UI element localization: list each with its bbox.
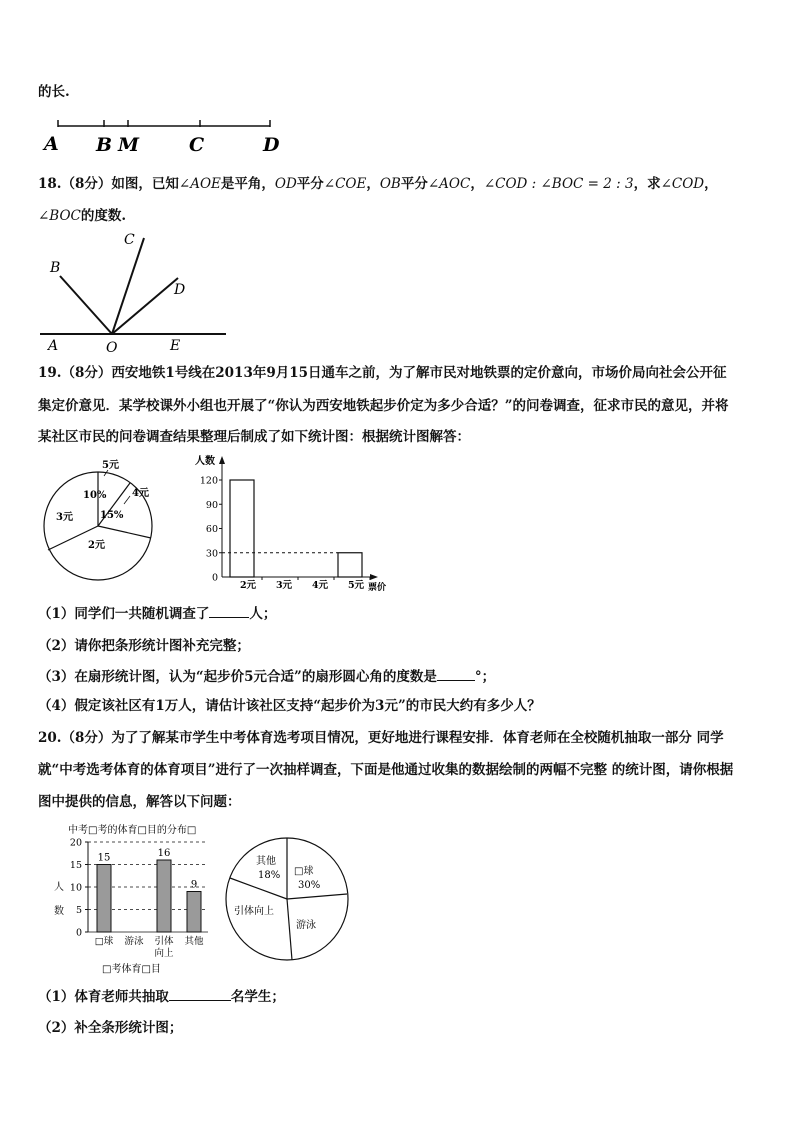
answer-blank[interactable] <box>169 986 231 1001</box>
pie-label-2yuan: 2元 <box>88 540 105 551</box>
x-tick-label: 其他 <box>184 936 204 947</box>
question-20-line-2: 就“中考选考体育的体育项目”进行了一次抽样调查，下面是他通过收集的数据绘制的两幅不完整 的统计图，请你根据 <box>38 762 734 778</box>
data-label: 9 <box>190 879 198 891</box>
label-o: O <box>106 340 118 356</box>
label-c: C <box>124 232 135 248</box>
pie-slice-edge <box>287 899 292 960</box>
bar <box>157 860 171 932</box>
point-label-m: M <box>118 134 140 156</box>
text-line: 的长. <box>38 84 70 100</box>
x-tick-label: 引体 <box>154 936 174 947</box>
point-label-a: A <box>44 133 59 155</box>
question-20-line-1: 20.（8分）为了了解某市学生中考体育选考项目情况，更好地进行课程安排．体育老师在全校随机抽取一部分 同学 <box>38 730 724 746</box>
angle-figure <box>36 228 236 356</box>
bar <box>338 553 362 577</box>
question-18-line-2: ∠BOC的度数. <box>38 208 127 224</box>
pie-slice-edge <box>98 526 151 538</box>
label-a: A <box>48 338 59 354</box>
point-label-d: D <box>263 134 280 156</box>
x-tick-label: 向上 <box>154 948 174 959</box>
y-tick-label: 0 <box>75 927 82 939</box>
line-segment-figure <box>40 112 290 156</box>
question-19-sub-2: （2）请你把条形统计图补充完整； <box>38 638 250 654</box>
pie-pct-other: 18% <box>258 870 281 881</box>
pie-label-5yuan: 5元 <box>102 460 119 471</box>
x-tick-label: 2元 <box>239 580 257 591</box>
question-19-line-1: 19.（8分）西安地铁1号线在2013年9月15日通车之前，为了解市民对地铁票的定价意向，市场价局向社会公开征 <box>38 365 727 381</box>
point-label-b: B <box>96 134 113 156</box>
answer-blank[interactable] <box>437 666 475 681</box>
question-20-line-3: 图中提供的信息，解答以下问题： <box>38 794 241 810</box>
q20-bar-chart <box>46 818 218 980</box>
pie-pct-10: 10% <box>83 490 107 501</box>
question-19-sub-1: （1）同学们一共随机调查了 人； <box>38 603 276 624</box>
pie-pct-15: 15% <box>100 510 124 521</box>
y-axis-label-1: 人 <box>54 882 64 893</box>
y-tick-label: 15 <box>69 860 82 871</box>
y-tick-label: 10 <box>69 882 82 894</box>
y-axis-label-2: 数 <box>54 906 64 917</box>
x-tick-label: 5元 <box>347 580 365 591</box>
pie-slice-edge <box>230 878 287 899</box>
pie-slice-edge <box>287 894 347 899</box>
y-tick-label: 30 <box>205 548 218 560</box>
label-d: D <box>174 282 186 298</box>
pie-label-3yuan: 3元 <box>56 512 73 523</box>
pie-label-other: 其他 <box>256 856 276 867</box>
question-19-sub-4: （4）假定该社区有1万人，请估计该社区支持“起步价为3元”的市民大约有多少人？ <box>38 698 541 714</box>
pie-pct-ball: 30% <box>298 880 321 891</box>
pie-label-ball: □球 <box>294 866 314 877</box>
question-20-sub-1: （1）体育老师共抽取 名学生； <box>38 986 285 1007</box>
answer-blank[interactable] <box>209 603 249 618</box>
bar <box>230 480 254 577</box>
x-tick-label: 4元 <box>311 580 329 591</box>
data-label: 16 <box>157 848 171 859</box>
y-tick-label: 60 <box>205 524 218 535</box>
bar <box>187 892 201 933</box>
x-tick-label: 3元 <box>275 580 293 591</box>
y-tick-label: 90 <box>205 499 218 511</box>
question-19-line-2: 集定价意见．某学校课外小组也开展了“你认为西安地铁起步价定为多少合适？”的问卷调查，征求市民的意见，并将 <box>38 398 729 414</box>
q20-pie-chart <box>222 834 352 964</box>
x-tick-label: 游泳 <box>124 936 144 947</box>
point-label-c: C <box>189 134 205 156</box>
ray-ob <box>60 276 112 334</box>
q19-bar-chart <box>192 452 402 592</box>
y-tick-label: 20 <box>69 837 82 849</box>
label-e: E <box>170 338 181 354</box>
data-label: 15 <box>97 852 111 864</box>
y-tick-label: 5 <box>75 905 82 916</box>
x-axis-arrow <box>370 574 378 580</box>
y-tick-label: 120 <box>199 475 218 487</box>
y-axis-label: 人数 <box>195 456 215 467</box>
question-19-sub-3: （3）在扇形统计图，认为“起步价5元合适”的扇形圆心角的度数是 °； <box>38 666 495 687</box>
question-18-line-1: 18.（8分）如图，已知∠AOE是平角，OD平分∠COE，OB平分∠AOC，∠COD : ∠BOC = 2 : 3，求∠COD， <box>38 176 718 192</box>
question-19-line-3: 某社区市民的问卷调查结果整理后制成了如下统计图：根据统计图解答： <box>38 429 470 445</box>
pie-label-swim: 游泳 <box>296 920 316 931</box>
x-tick-label: □球 <box>94 936 114 947</box>
y-tick-label: 0 <box>211 572 218 584</box>
bar <box>97 865 111 933</box>
pie-label-pullup: 引体向上 <box>234 906 274 917</box>
x-axis-title: □考体育□目 <box>102 964 161 975</box>
question-20-sub-2: （2）补全条形统计图； <box>38 1020 183 1036</box>
chart-title: 中考□考的体育□目的分布□ <box>68 825 197 836</box>
q19-pie-chart <box>36 456 166 586</box>
x-axis-label: 票价 <box>368 583 387 592</box>
pie-label-4yuan: 4元 <box>132 488 149 499</box>
y-axis-arrow <box>219 456 225 464</box>
label-b: B <box>50 260 61 276</box>
